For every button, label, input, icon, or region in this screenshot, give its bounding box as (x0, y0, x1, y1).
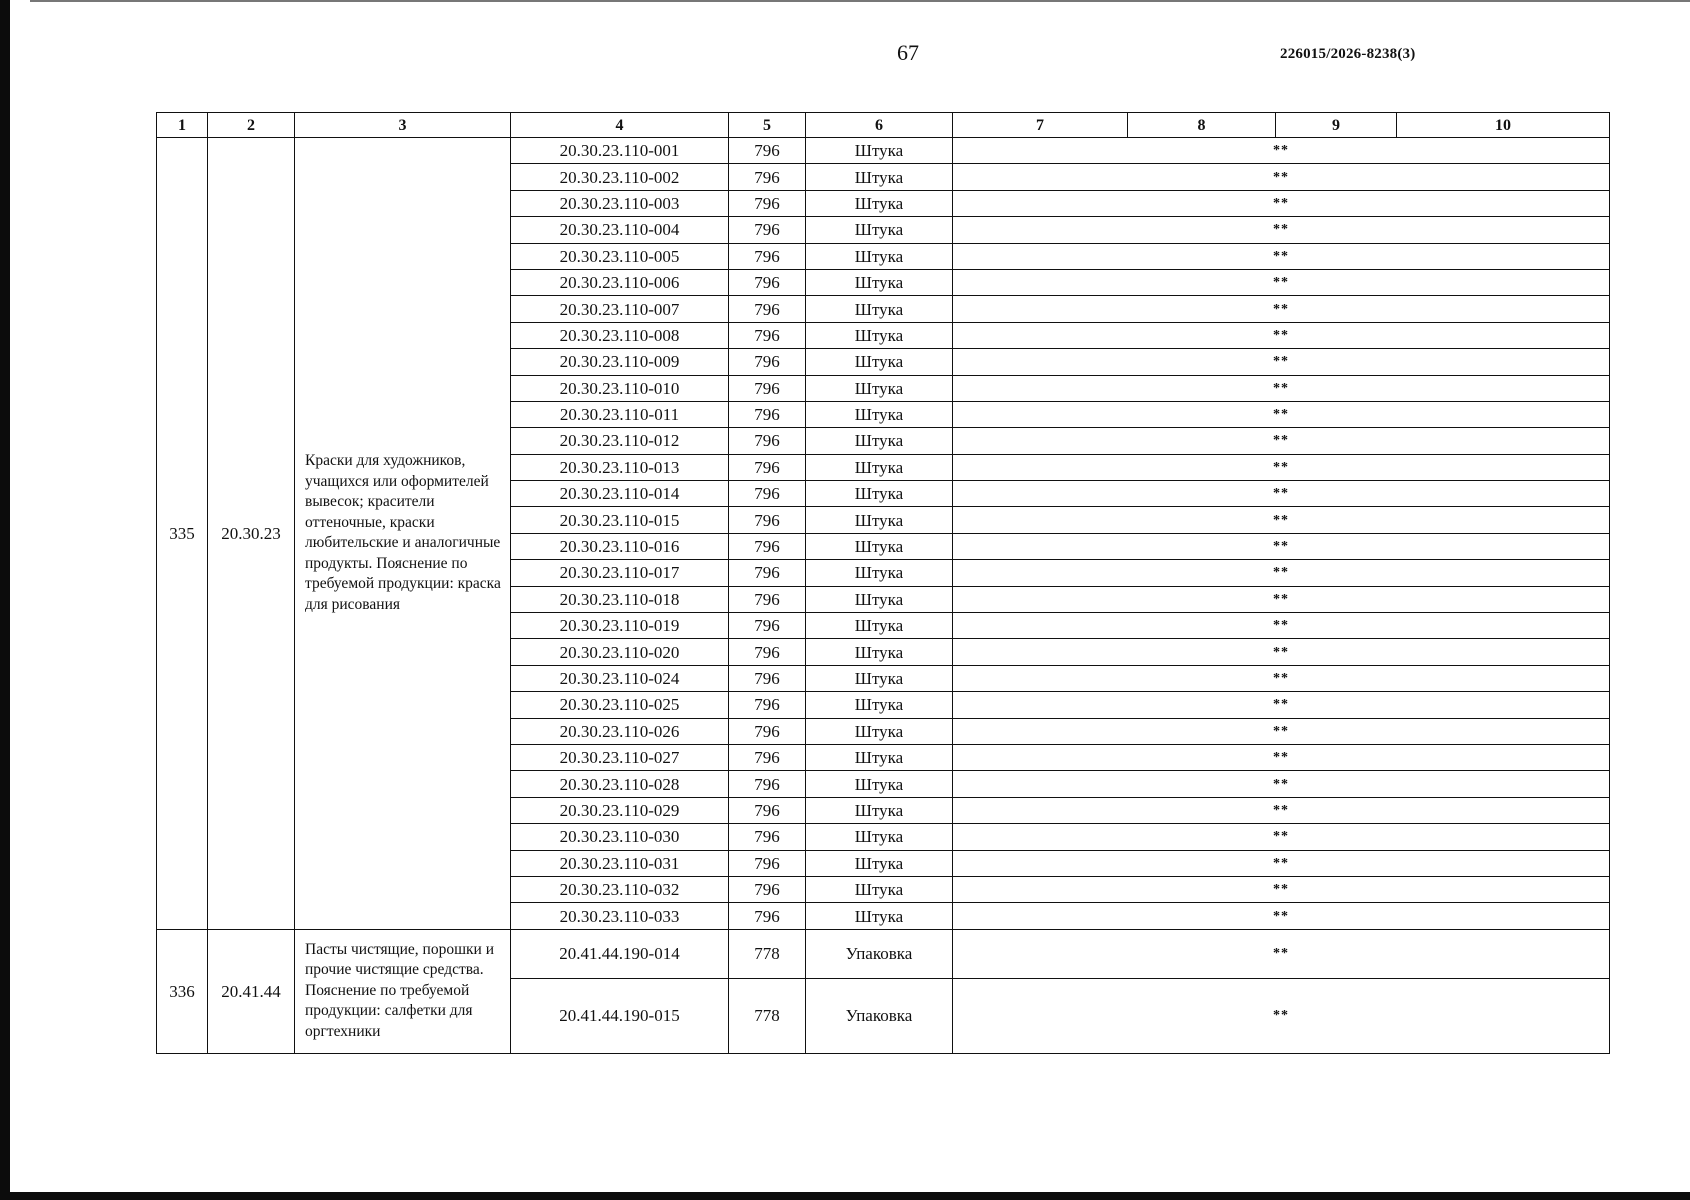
unit-name: Штука (806, 744, 953, 770)
requirements-note: ** (953, 586, 1610, 612)
okei-code: 796 (729, 560, 806, 586)
column-header-9: 9 (1276, 113, 1397, 138)
requirements-note: ** (953, 296, 1610, 322)
okei-code: 796 (729, 481, 806, 507)
ktru-code: 20.30.23.110-009 (511, 349, 729, 375)
requirements-note: ** (953, 375, 1610, 401)
unit-name: Штука (806, 454, 953, 480)
column-header-3: 3 (295, 113, 511, 138)
unit-name: Штука (806, 639, 953, 665)
item-number: 335 (157, 138, 208, 930)
unit-name: Штука (806, 903, 953, 929)
document-reference: 226015/2026-8238(3) (1280, 46, 1416, 62)
okei-code: 778 (729, 929, 806, 978)
ktru-code: 20.30.23.110-024 (511, 665, 729, 691)
okei-code: 796 (729, 243, 806, 269)
ktru-code: 20.30.23.110-019 (511, 613, 729, 639)
ktru-code: 20.30.23.110-004 (511, 217, 729, 243)
column-header-7: 7 (953, 113, 1128, 138)
unit-name: Штука (806, 850, 953, 876)
column-header-1: 1 (157, 113, 208, 138)
requirements-note: ** (953, 481, 1610, 507)
table-row (157, 929, 1610, 978)
ktru-code: 20.30.23.110-027 (511, 744, 729, 770)
okei-code: 796 (729, 718, 806, 744)
okei-code: 796 (729, 771, 806, 797)
ktru-code: 20.30.23.110-026 (511, 718, 729, 744)
requirements-note: ** (953, 164, 1610, 190)
ktru-code: 20.30.23.110-029 (511, 797, 729, 823)
unit-name: Упаковка (806, 929, 953, 978)
okei-code: 778 (729, 978, 806, 1053)
ktru-code: 20.41.44.190-015 (511, 978, 729, 1053)
okei-code: 796 (729, 692, 806, 718)
unit-name: Штука (806, 718, 953, 744)
ktru-code: 20.30.23.110-012 (511, 428, 729, 454)
requirements-note: ** (953, 978, 1610, 1053)
unit-name: Штука (806, 481, 953, 507)
ktru-code: 20.30.23.110-001 (511, 138, 729, 164)
requirements-note: ** (953, 639, 1610, 665)
scan-edge-bottom (0, 1192, 1690, 1200)
product-description: Пасты чистящие, порошки и прочие чистящие средства. Пояснение по требуемой продукции: салфетки для оргтехники (295, 929, 511, 1053)
okei-code: 796 (729, 401, 806, 427)
requirements-note: ** (953, 903, 1610, 929)
unit-name: Штука (806, 428, 953, 454)
table-body (157, 138, 1610, 1054)
ktru-code: 20.30.23.110-002 (511, 164, 729, 190)
okei-code: 796 (729, 824, 806, 850)
okei-code: 796 (729, 322, 806, 348)
table-row (157, 138, 1610, 164)
ktru-code: 20.30.23.110-031 (511, 850, 729, 876)
requirements-note: ** (953, 401, 1610, 427)
okei-code: 796 (729, 428, 806, 454)
okpd2-code: 20.41.44 (208, 929, 295, 1053)
okei-code: 796 (729, 217, 806, 243)
okei-code: 796 (729, 903, 806, 929)
unit-name: Штука (806, 269, 953, 295)
ktru-code: 20.30.23.110-008 (511, 322, 729, 348)
unit-name: Штука (806, 586, 953, 612)
okpd2-code: 20.30.23 (208, 138, 295, 930)
unit-name: Штука (806, 401, 953, 427)
requirements-note: ** (953, 718, 1610, 744)
requirements-note: ** (953, 929, 1610, 978)
column-header-8: 8 (1128, 113, 1276, 138)
column-header-2: 2 (208, 113, 295, 138)
unit-name: Упаковка (806, 978, 953, 1053)
unit-name: Штука (806, 507, 953, 533)
okei-code: 796 (729, 665, 806, 691)
unit-name: Штука (806, 296, 953, 322)
unit-name: Штука (806, 665, 953, 691)
requirements-note: ** (953, 613, 1610, 639)
okei-code: 796 (729, 876, 806, 902)
ktru-code: 20.30.23.110-032 (511, 876, 729, 902)
ktru-code: 20.30.23.110-020 (511, 639, 729, 665)
okei-code: 796 (729, 190, 806, 216)
ktru-code: 20.30.23.110-003 (511, 190, 729, 216)
unit-name: Штука (806, 613, 953, 639)
unit-name: Штука (806, 138, 953, 164)
header-row (157, 113, 1610, 138)
okei-code: 796 (729, 296, 806, 322)
page-number: 67 (897, 40, 919, 65)
requirements-note: ** (953, 190, 1610, 216)
requirements-note: ** (953, 824, 1610, 850)
ktru-code: 20.30.23.110-010 (511, 375, 729, 401)
ktru-code: 20.30.23.110-006 (511, 269, 729, 295)
okei-code: 796 (729, 797, 806, 823)
ktru-code: 20.41.44.190-014 (511, 929, 729, 978)
ktru-code: 20.30.23.110-013 (511, 454, 729, 480)
okei-code: 796 (729, 507, 806, 533)
requirements-note: ** (953, 243, 1610, 269)
requirements-note: ** (953, 797, 1610, 823)
item-number: 336 (157, 929, 208, 1053)
column-header-5: 5 (729, 113, 806, 138)
ktru-code: 20.30.23.110-018 (511, 586, 729, 612)
unit-name: Штука (806, 375, 953, 401)
column-header-10: 10 (1397, 113, 1610, 138)
ktru-code: 20.30.23.110-030 (511, 824, 729, 850)
ktru-code: 20.30.23.110-017 (511, 560, 729, 586)
requirements-note: ** (953, 428, 1610, 454)
okei-code: 796 (729, 533, 806, 559)
ktru-code: 20.30.23.110-025 (511, 692, 729, 718)
registry-table (156, 112, 1610, 1054)
product-description: Краски для художников, учащихся или оформителей вывесок; красители оттеночные, краски любительские и аналогичные продукты. Пояснение по требуемой продукции: краска для рисования (295, 138, 511, 930)
ktru-code: 20.30.23.110-015 (511, 507, 729, 533)
okei-code: 796 (729, 138, 806, 164)
okei-code: 796 (729, 349, 806, 375)
requirements-note: ** (953, 850, 1610, 876)
ktru-code: 20.30.23.110-005 (511, 243, 729, 269)
requirements-note: ** (953, 217, 1610, 243)
unit-name: Штука (806, 824, 953, 850)
unit-name: Штука (806, 876, 953, 902)
requirements-note: ** (953, 454, 1610, 480)
okei-code: 796 (729, 613, 806, 639)
okei-code: 796 (729, 639, 806, 665)
unit-name: Штука (806, 322, 953, 348)
requirements-note: ** (953, 322, 1610, 348)
requirements-note: ** (953, 771, 1610, 797)
requirements-note: ** (953, 507, 1610, 533)
unit-name: Штука (806, 190, 953, 216)
okei-code: 796 (729, 586, 806, 612)
requirements-note: ** (953, 876, 1610, 902)
requirements-note: ** (953, 744, 1610, 770)
column-header-6: 6 (806, 113, 953, 138)
unit-name: Штука (806, 797, 953, 823)
requirements-note: ** (953, 533, 1610, 559)
unit-name: Штука (806, 692, 953, 718)
okei-code: 796 (729, 164, 806, 190)
requirements-note: ** (953, 692, 1610, 718)
okei-code: 796 (729, 850, 806, 876)
scan-edge-left (0, 0, 10, 1200)
unit-name: Штука (806, 349, 953, 375)
okei-code: 796 (729, 744, 806, 770)
ktru-code: 20.30.23.110-016 (511, 533, 729, 559)
scan-edge-top (30, 0, 1690, 2)
unit-name: Штука (806, 243, 953, 269)
requirements-note: ** (953, 665, 1610, 691)
ktru-code: 20.30.23.110-033 (511, 903, 729, 929)
ktru-code: 20.30.23.110-011 (511, 401, 729, 427)
unit-name: Штука (806, 164, 953, 190)
unit-name: Штука (806, 560, 953, 586)
requirements-note: ** (953, 138, 1610, 164)
unit-name: Штука (806, 217, 953, 243)
okei-code: 796 (729, 269, 806, 295)
okei-code: 796 (729, 454, 806, 480)
unit-name: Штука (806, 771, 953, 797)
unit-name: Штука (806, 533, 953, 559)
ktru-code: 20.30.23.110-028 (511, 771, 729, 797)
ktru-code: 20.30.23.110-007 (511, 296, 729, 322)
requirements-note: ** (953, 269, 1610, 295)
ktru-code: 20.30.23.110-014 (511, 481, 729, 507)
requirements-note: ** (953, 349, 1610, 375)
okei-code: 796 (729, 375, 806, 401)
column-header-4: 4 (511, 113, 729, 138)
requirements-note: ** (953, 560, 1610, 586)
